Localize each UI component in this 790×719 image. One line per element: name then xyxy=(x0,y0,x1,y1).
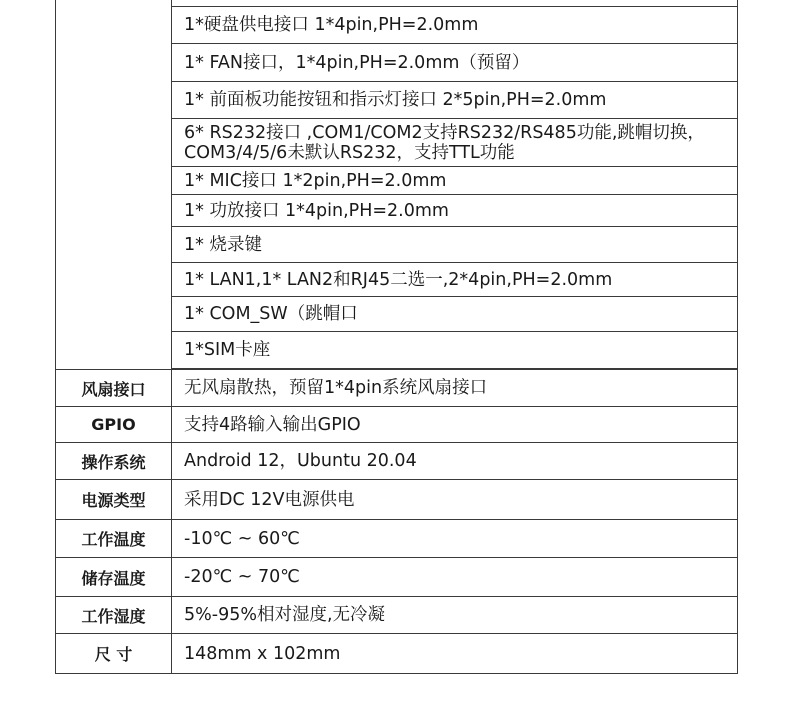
spec-label: 电源类型 xyxy=(56,480,172,520)
spec-table xyxy=(55,0,738,674)
spec-label: 风扇接口 xyxy=(56,370,172,407)
interface-item-line: 6* RS232接口 ,COM1/COM2支持RS232/RS485功能,跳帽切换， xyxy=(184,122,705,143)
table-row xyxy=(56,407,738,443)
interface-item: 1* LAN1,1* LAN2和RJ45二选一,2*4pin,PH=2.0mm xyxy=(172,263,738,297)
spec-label: 工作温度 xyxy=(56,520,172,558)
table-row xyxy=(56,480,738,520)
interface-item-line: COM3/4/5/6未默认RS232，支持TTL功能 xyxy=(184,142,515,163)
spec-value: 支持4路输入输出GPIO xyxy=(172,407,738,443)
table-row xyxy=(56,520,738,558)
spec-label: 尺 寸 xyxy=(56,634,172,674)
interface-item: 1* COM_SW（跳帽口 xyxy=(172,297,738,332)
interfaces-label-cell xyxy=(56,0,172,370)
table-row xyxy=(56,370,738,407)
spec-value: 5%-95%相对湿度,无冷凝 xyxy=(172,597,738,634)
table-row xyxy=(56,597,738,634)
spec-value: 无风扇散热，预留1*4pin系统风扇接口 xyxy=(172,370,738,407)
interface-item: 1* 烧录键 xyxy=(172,227,738,263)
spec-label: 操作系统 xyxy=(56,443,172,480)
interface-item: 1* MIC接口 1*2pin,PH=2.0mm xyxy=(172,167,738,195)
interface-item: 1*硬盘供电接口 1*4pin,PH=2.0mm xyxy=(172,7,738,44)
spec-value: 148mm x 102mm xyxy=(172,634,738,674)
spec-value: -20℃ ~ 70℃ xyxy=(172,558,738,597)
interface-item xyxy=(172,119,738,167)
spec-label: GPIO xyxy=(56,407,172,443)
table-row xyxy=(56,558,738,597)
spec-value: Android 12，Ubuntu 20.04 xyxy=(172,443,738,480)
interface-item: 1* FAN接口，1*4pin,PH=2.0mm（预留） xyxy=(172,44,738,82)
spec-value: -10℃ ~ 60℃ xyxy=(172,520,738,558)
spec-value: 采用DC 12V电源供电 xyxy=(172,480,738,520)
spec-label: 储存温度 xyxy=(56,558,172,597)
interface-item: 1* 功放接口 1*4pin,PH=2.0mm xyxy=(172,195,738,227)
interface-item: 1*SIM卡座 xyxy=(172,332,738,369)
table-row xyxy=(56,634,738,674)
interface-item: 1* 前面板功能按钮和指示灯接口 2*5pin,PH=2.0mm xyxy=(172,82,738,119)
table-row xyxy=(56,443,738,480)
spec-label: 工作湿度 xyxy=(56,597,172,634)
